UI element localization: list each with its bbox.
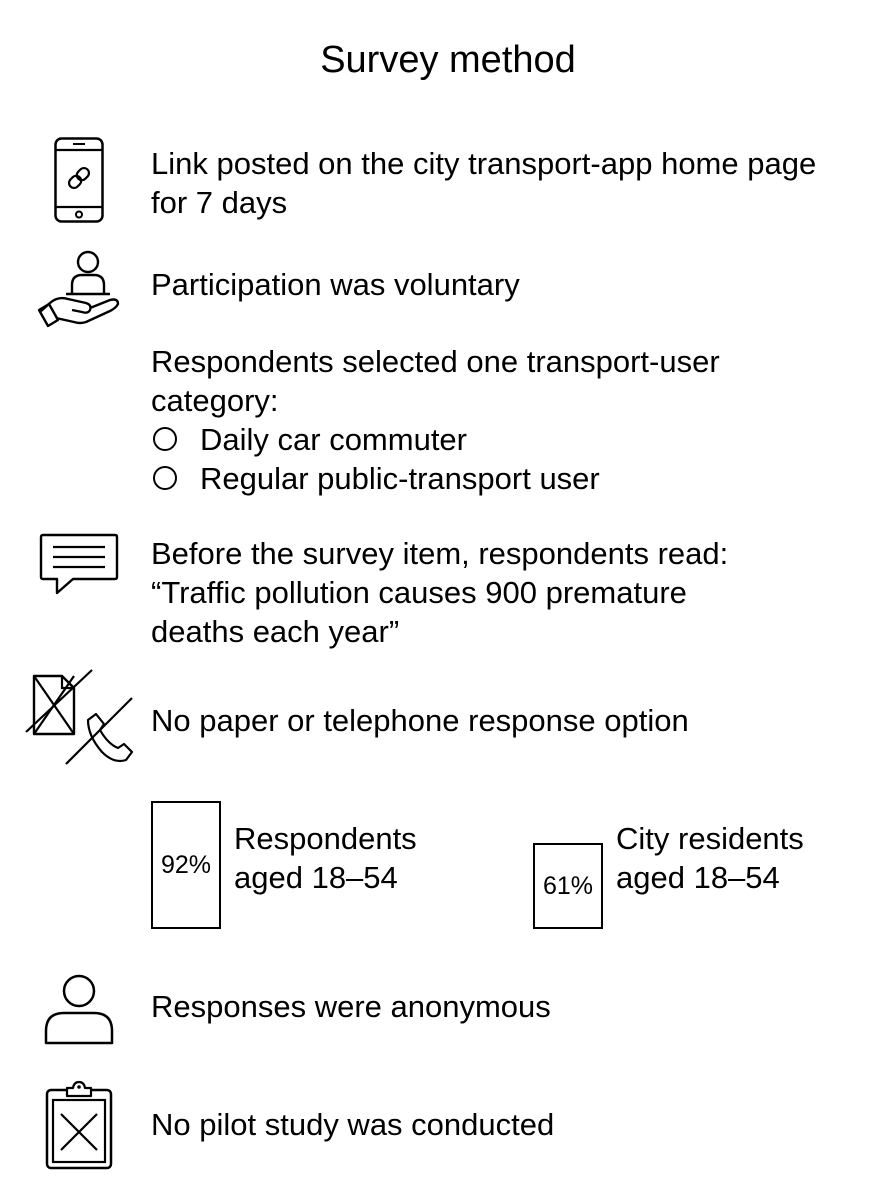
smartphone-link-icon [54,137,104,223]
radio-circle-icon [153,427,177,451]
residents-bar [533,843,603,929]
category-text-line-1: Respondents selected one transport-user [151,344,720,379]
prompt-text-line-1: Before the survey item, respondents read: [151,536,729,571]
voluntary-text: Participation was voluntary [151,267,520,302]
category-text-line-2: category: [151,383,279,418]
category-option-2 [151,459,671,498]
prompt-text-line-2: “Traffic pollution causes 900 premature [151,575,687,610]
no-paper-no-phone-icon [22,668,134,766]
hand-person-icon [36,250,122,330]
respondents-value-label: 92% [160,850,212,879]
radio-circle-icon [153,466,177,490]
no-paper-text: No paper or telephone response option [151,703,689,738]
respondents-label-line-2: aged 18–54 [234,860,398,895]
category-option-1 [151,420,551,459]
page-title: Survey method [320,39,576,81]
speech-bubble-icon [39,533,119,597]
residents-label-line-2: aged 18–54 [616,860,780,895]
clipboard-x-icon [45,1080,113,1170]
respondents-label-line-1: Respondents [234,821,417,856]
person-icon [44,973,114,1045]
link-text-line-1: Link posted on the city transport-app home page [151,146,817,181]
respondents-bar [151,801,221,929]
residents-label-line-1: City residents [616,821,804,856]
category-option-label: Daily car commuter [200,422,467,457]
anonymous-text: Responses were anonymous [151,989,551,1024]
residents-value-label: 61% [542,871,594,900]
category-option-label: Regular public-transport user [200,461,600,496]
prompt-text-line-3: deaths each year” [151,614,400,649]
no-pilot-text: No pilot study was conducted [151,1107,555,1142]
link-text-line-2: for 7 days [151,185,288,220]
